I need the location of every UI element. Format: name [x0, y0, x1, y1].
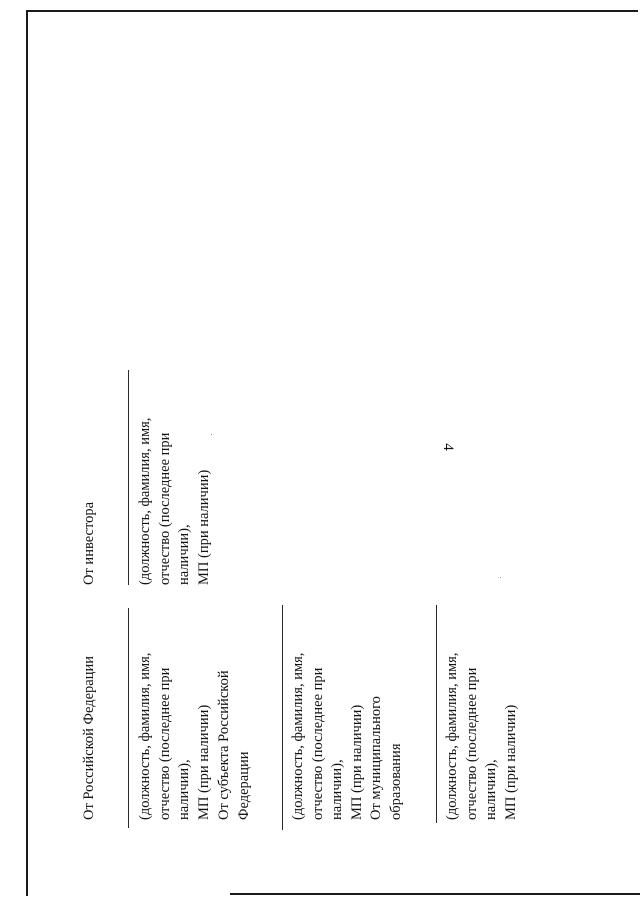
subject-heading: От субъекта Российской Федерации — [216, 670, 252, 820]
scan-speck — [211, 434, 212, 435]
federation-signature-note: (должность, фамилия, имя, отчество (последнее при наличии), МП (при наличии) — [137, 652, 212, 820]
investor-signature-line — [128, 370, 129, 585]
subject-signature-line — [282, 605, 283, 830]
federation-heading: От Российской Федерации — [81, 656, 97, 820]
municipal-signature-line — [436, 605, 437, 823]
federation-signature-line — [128, 608, 129, 828]
page-number: 4 — [440, 443, 456, 451]
municipal-heading: От муниципального образования — [368, 696, 404, 820]
investor-heading: От инвестора — [81, 501, 97, 585]
scan-speck — [500, 577, 501, 578]
subject-signature-note: (должность, фамилия, имя, отчество (последнее при наличии), МП (при наличии) — [290, 652, 365, 820]
page-frame-bottom — [230, 893, 640, 895]
page-frame-left — [26, 10, 28, 896]
municipal-signature-note: (должность, фамилия, имя, отчество (последнее при наличии), МП (при наличии) — [444, 652, 519, 820]
page-frame-top — [26, 10, 638, 12]
investor-signature-note: (должность, фамилия, имя, отчество (последнее при наличии), МП (при наличии) — [137, 417, 212, 585]
